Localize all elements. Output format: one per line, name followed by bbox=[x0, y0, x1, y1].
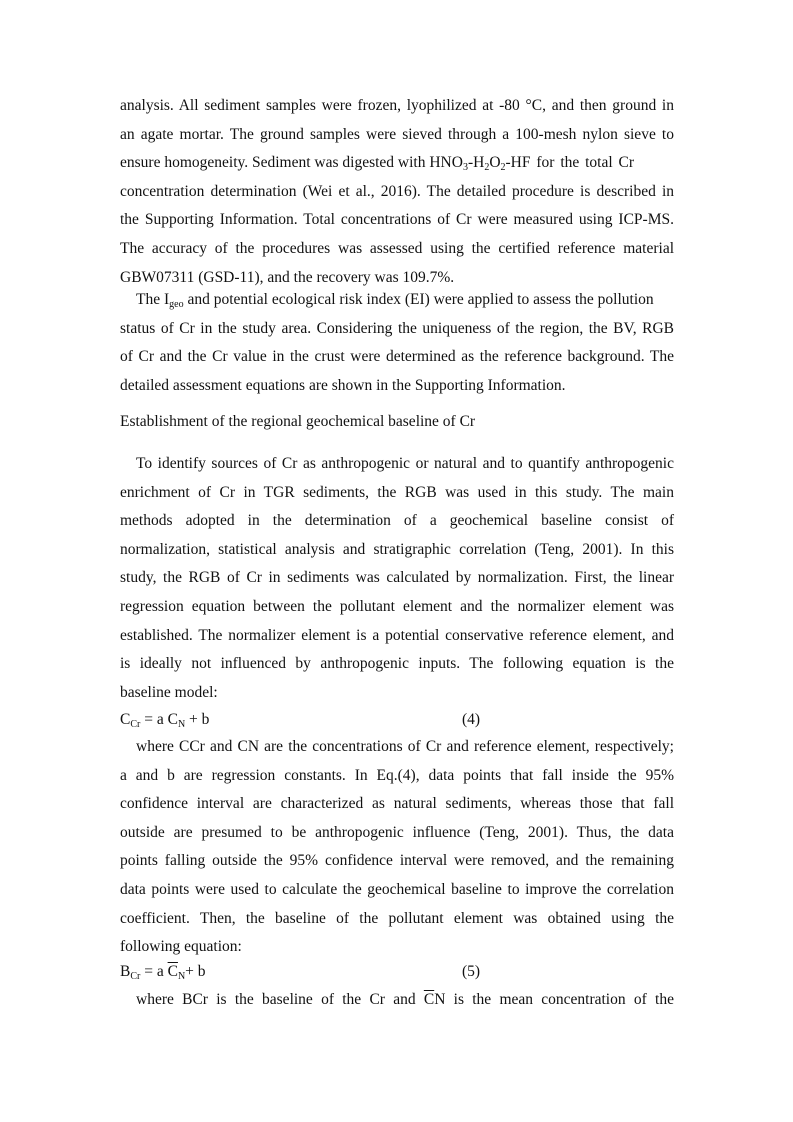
text-line: coefficient. Then, the baseline of the pollutant element was obtained using the bbox=[120, 909, 674, 927]
paragraph-eq4-explanation bbox=[120, 733, 674, 962]
text-line-igeo: The $I_{geo}$ and potential ecological risk index (EI) were applied to assess the pollution bbox=[136, 291, 654, 310]
text-line: detailed assessment equations are shown in the Supporting Information. bbox=[120, 376, 566, 394]
text-line: where CCr and CN are the concentrations of Cr and reference element, respectively; bbox=[136, 738, 674, 755]
text-line: an agate mortar. The ground samples were sieved through a 100-mesh nylon sieve to bbox=[120, 125, 674, 143]
text-line: baseline model: bbox=[120, 683, 218, 701]
paragraph-rgb-method bbox=[120, 450, 674, 707]
text-line-formula: ensure homogeneity. Sediment was digested with $HNO_3-H_2O_2-HF$ for the total Cr bbox=[120, 154, 635, 174]
text-line: is ideally not influenced by anthropogenic inputs. The following equation is the bbox=[120, 655, 674, 673]
text-line: methods adopted in the determination of a geochemical baseline consist of bbox=[120, 512, 674, 530]
paragraph-assessment bbox=[120, 286, 674, 400]
equation-5-number: (5) bbox=[462, 963, 481, 980]
text-line: concentration determination (Wei et al., 2016). The detailed procedure is described in bbox=[120, 182, 674, 200]
text-line: outside are presumed to be anthropogenic influence (Teng, 2001). Thus, the data bbox=[120, 823, 674, 841]
text-line: confidence interval are characterized as natural sediments, whereas those that fall bbox=[120, 795, 674, 813]
text-line: To identify sources of Cr as anthropogenic or natural and to quantify anthropogenic bbox=[136, 455, 674, 472]
text-line: following equation: bbox=[120, 938, 242, 956]
equation-5-expression: $B_{Cr} = a$ $\overline{C}_N+ b$ bbox=[120, 963, 206, 982]
text-line: points falling outside the 95% confidence interval were removed, and the remaining bbox=[120, 852, 674, 870]
text-line: status of Cr in the study area. Considering the uniqueness of the region, the BV, RGB bbox=[120, 319, 674, 337]
paragraph-methods-sampling bbox=[120, 92, 674, 292]
text-line: enrichment of Cr in TGR sediments, the RGB was used in this study. The main bbox=[120, 483, 674, 501]
equation-4-expression: $C_{Cr} = a$ $C_N + b$ bbox=[120, 711, 210, 730]
text-line: normalization, statistical analysis and stratigraphic correlation (Teng, 2001). In this bbox=[120, 540, 674, 558]
equation-4-number: (4) bbox=[462, 711, 481, 728]
text-line-bcr: where BCr is the baseline of the Cr and $\overline{C}N$ is the mean concentration of the bbox=[136, 991, 674, 1008]
text-line: GBW07311 (GSD-11), and the recovery was 109.7%. bbox=[120, 268, 455, 286]
text-line: study, the RGB of Cr in sediments was calculated by normalization. First, the linear bbox=[120, 569, 674, 587]
section-heading: Establishment of the regional geochemical baseline of Cr bbox=[120, 413, 476, 430]
text-line: The accuracy of the procedures was assessed using the certified reference material bbox=[120, 239, 674, 257]
text-line: data points were used to calculate the geochemical baseline to improve the correlation bbox=[120, 880, 674, 898]
equation-4 bbox=[120, 706, 674, 734]
equation-5 bbox=[120, 958, 674, 986]
text-line: of Cr and the Cr value in the crust were determined as the reference background. The bbox=[120, 348, 674, 366]
text-line: established. The normalizer element is a potential conservative reference element, and bbox=[120, 626, 674, 644]
paragraph-eq5-explanation bbox=[120, 986, 674, 1015]
text-line: analysis. All sediment samples were frozen, lyophilized at -80 °C, and then ground in bbox=[120, 97, 674, 114]
text-line: a and b are regression constants. In Eq.(4), data points that fall inside the 95% bbox=[120, 766, 674, 784]
text-line: regression equation between the pollutant element and the normalizer element was bbox=[120, 597, 674, 615]
text-line: the Supporting Information. Total concentrations of Cr were measured using ICP-MS. bbox=[120, 211, 674, 229]
